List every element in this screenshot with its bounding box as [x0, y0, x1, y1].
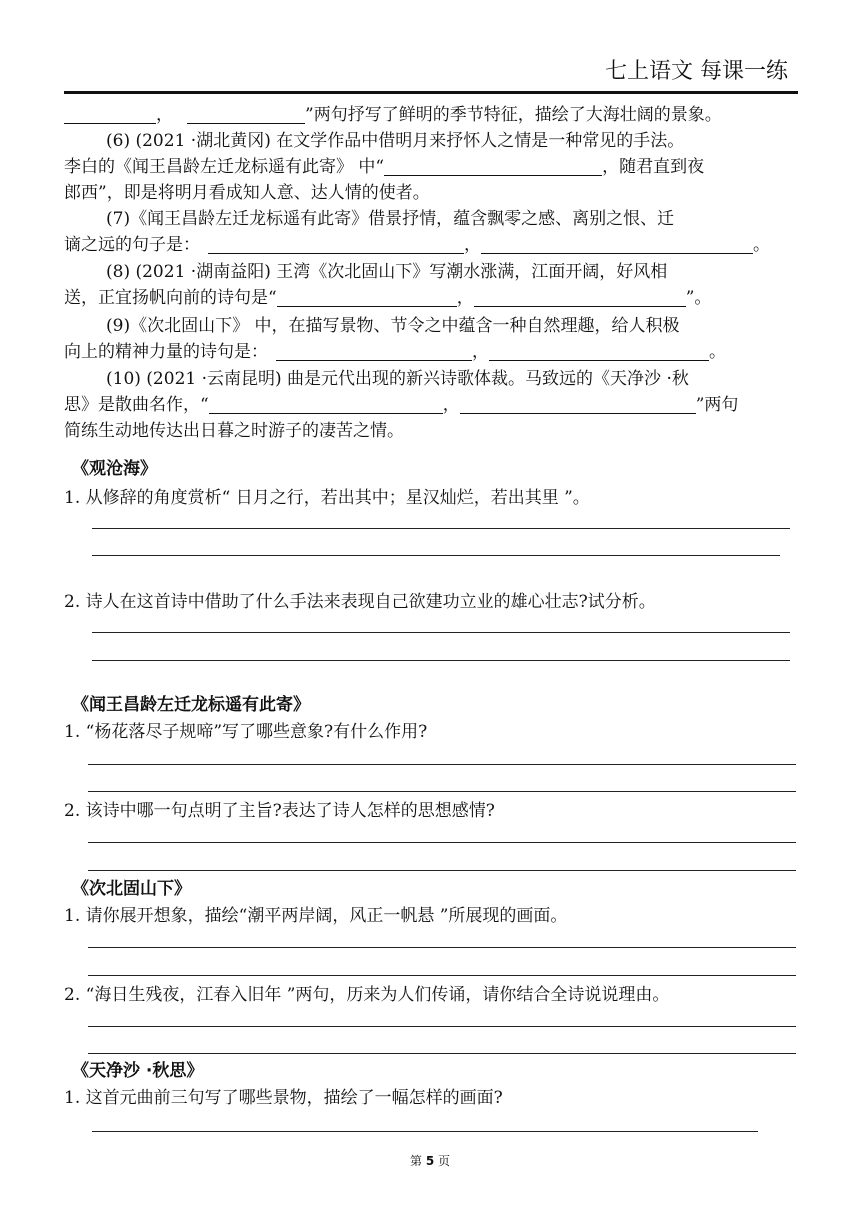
section-title: 《天净沙 ·秋思》 [72, 1061, 204, 1081]
answer-line[interactable] [88, 1026, 796, 1027]
answer-line[interactable] [92, 528, 790, 529]
answer-line[interactable] [92, 1131, 758, 1132]
answer-line[interactable] [92, 555, 780, 556]
answer-line[interactable] [88, 791, 796, 792]
fill-in-q9-line2: 向上的精神力量的诗句是： ， 。 [64, 342, 726, 362]
answer-blank[interactable] [384, 155, 602, 176]
question-text: 2. 该诗中哪一句点明了主旨?表达了诗人怎样的思想感情? [64, 801, 495, 821]
fill-in-q10-line3: 简练生动地传达出日暮之时游子的凄苦之情。 [64, 421, 404, 441]
answer-blank[interactable] [460, 393, 696, 414]
answer-blank[interactable] [474, 286, 686, 307]
fill-in-q8-line1: (8) (2021 ·湖南益阳) 王湾《次北固山下》写潮水涨满，江面开阔，好风相 [106, 262, 668, 282]
fill-in-q6-line3: 郎西”，即是将明月看成知人意、达人情的使者。 [64, 183, 430, 203]
answer-line[interactable] [88, 842, 796, 843]
question-text: 1. 从修辞的角度赏析“ 日月之行，若出其中；星汉灿烂，若出其里 ”。 [64, 488, 590, 508]
answer-blank[interactable] [481, 233, 753, 254]
section-title: 《次北固山下》 [72, 879, 191, 899]
fill-in-q10-line2: 思》是散曲名作，“ ， ”两句 [64, 395, 739, 415]
answer-blank[interactable] [187, 103, 305, 124]
section-title: 《观沧海》 [72, 459, 157, 479]
header-rule [64, 91, 798, 94]
section-title: 《闻王昌龄左迁龙标遥有此寄》 [72, 695, 310, 715]
page-number: 5 [425, 1154, 435, 1168]
question-text: 2. 诗人在这首诗中借助了什么手法来表现自己欲建功立业的雄心壮志?试分析。 [64, 592, 656, 612]
fill-in-q7-line2: 谪之远的句子是： ， 。 [64, 235, 770, 255]
question-text: 1. 这首元曲前三句写了哪些景物，描绘了一幅怎样的画面? [64, 1088, 503, 1108]
fill-in-q7-line1: (7)《闻王昌龄左迁龙标遥有此寄》借景抒情，蕴含飘零之感、离别之恨、迁 [106, 209, 675, 229]
question-text: 1. “杨花落尽子规啼”写了哪些意象?有什么作用? [64, 722, 428, 742]
answer-blank[interactable] [208, 233, 464, 254]
page-footer: 第 5 页 [409, 1154, 451, 1168]
answer-blank[interactable] [276, 340, 472, 361]
answer-blank[interactable] [489, 340, 709, 361]
fill-in-q6-line1: (6) (2021 ·湖北黄冈) 在文学作品中借明月来抒怀人之情是一种常见的手法。 [106, 131, 685, 151]
answer-line[interactable] [92, 632, 790, 633]
answer-blank[interactable] [277, 286, 457, 307]
answer-line[interactable] [88, 1053, 796, 1054]
fill-in-q6-line2: 李白的《闻王昌龄左迁龙标遥有此寄》 中“ ，随君直到夜 [64, 157, 705, 177]
fill-in-q9-line1: (9)《次北固山下》 中，在描写景物、节令之中蕴含一种自然理趣，给人积极 [106, 316, 680, 336]
answer-line[interactable] [88, 870, 796, 871]
answer-blank[interactable] [209, 393, 443, 414]
answer-line[interactable] [88, 764, 796, 765]
question-text: 2. “海日生残夜，江春入旧年 ”两句，历来为人们传诵，请你结合全诗说说理由。 [64, 985, 670, 1005]
answer-line[interactable] [88, 975, 796, 976]
answer-line[interactable] [92, 660, 790, 661]
question-text: 1. 请你展开想象，描绘“潮平两岸阔，风正一帆悬 ”所展现的画面。 [64, 906, 568, 926]
fill-in-q8-line2: 送，正宜扬帆向前的诗句是“ ， ”。 [64, 288, 712, 308]
fill-in-line-continued: ， ”两句抒写了鲜明的季节特征，描绘了大海壮阔的景象。 [64, 102, 794, 128]
fill-in-q10-line1: (10) (2021 ·云南昆明) 曲是元代出现的新兴诗歌体裁。马致远的《天净沙 ·秋 [106, 369, 689, 389]
page-header-title: 七上语文 每课一练 [605, 59, 788, 84]
answer-blank[interactable] [64, 103, 156, 124]
answer-line[interactable] [88, 947, 796, 948]
